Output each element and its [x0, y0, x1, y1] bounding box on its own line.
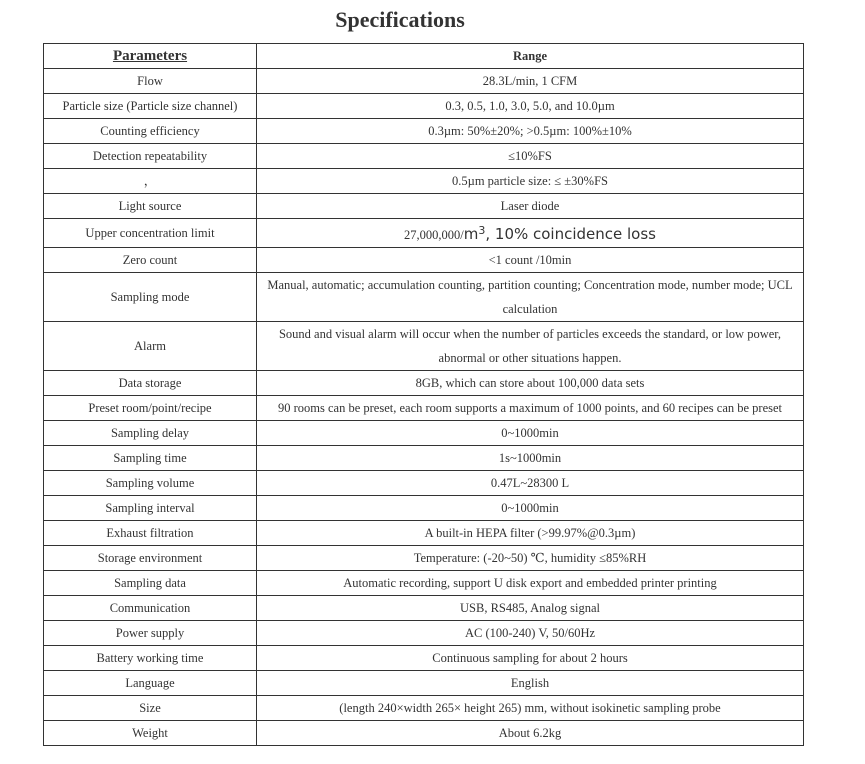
- range-cell: Continuous sampling for about 2 hours: [257, 646, 804, 671]
- range-cell: 0~1000min: [257, 421, 804, 446]
- table-row: [44, 144, 804, 169]
- specifications-table: [43, 43, 804, 746]
- range-cell: ≤10%FS: [257, 144, 804, 169]
- param-cell: Preset room/point/recipe: [44, 396, 257, 421]
- param-cell: Sampling mode: [44, 273, 257, 322]
- range-cell: Sound and visual alarm will occur when the number of particles exceeds the standard, or low power, abnormal or other situations happen.: [257, 322, 804, 371]
- header-range: Range: [257, 44, 804, 69]
- table-row: [44, 421, 804, 446]
- table-row: [44, 248, 804, 273]
- table-row: [44, 194, 804, 219]
- range-cell: <1 count /10min: [257, 248, 804, 273]
- range-value: 27,000,000/: [404, 228, 464, 243]
- table-row: [44, 322, 804, 371]
- range-cell: Laser diode: [257, 194, 804, 219]
- range-cell: Manual, automatic; accumulation counting, partition counting; Concentration mode, number mode; UCL calculation: [257, 273, 804, 322]
- table-row: [44, 94, 804, 119]
- table-row: [44, 69, 804, 94]
- page-title: Specifications: [335, 7, 465, 32]
- range-cell: USB, RS485, Analog signal: [257, 596, 804, 621]
- param-cell: Sampling time: [44, 446, 257, 471]
- table-row: [44, 596, 804, 621]
- table-row: [44, 119, 804, 144]
- unit-text: m: [463, 225, 479, 244]
- param-cell: Alarm: [44, 322, 257, 371]
- range-cell: 28.3L/min, 1 CFM: [257, 69, 804, 94]
- range-cell: Automatic recording, support U disk export and embedded printer printing: [257, 571, 804, 596]
- header-parameters: Parameters: [44, 44, 257, 69]
- param-cell: Counting efficiency: [44, 119, 257, 144]
- param-cell: Language: [44, 671, 257, 696]
- param-cell: Storage environment: [44, 546, 257, 571]
- table-header-row: [44, 44, 804, 69]
- param-cell: Weight: [44, 721, 257, 746]
- table-row: [44, 521, 804, 546]
- param-cell: Sampling interval: [44, 496, 257, 521]
- range-cell: 8GB, which can store about 100,000 data sets: [257, 371, 804, 396]
- param-cell: Flow: [44, 69, 257, 94]
- range-cell: 0~1000min: [257, 496, 804, 521]
- range-cell: A built-in HEPA filter (>99.97%@0.3µm): [257, 521, 804, 546]
- range-cell: 0.3, 0.5, 1.0, 3.0, 5.0, and 10.0µm: [257, 94, 804, 119]
- range-cell: (length 240×width 265× height 265) mm, without isokinetic sampling probe: [257, 696, 804, 721]
- range-cell: [257, 219, 804, 248]
- param-cell: Communication: [44, 596, 257, 621]
- table-row: [44, 219, 804, 248]
- param-cell: Sampling volume: [44, 471, 257, 496]
- range-cell: Temperature: (-20~50) ℃, humidity ≤85%RH: [257, 546, 804, 571]
- table-row: [44, 621, 804, 646]
- table-row: [44, 471, 804, 496]
- table-row: [44, 721, 804, 746]
- param-cell: Light source: [44, 194, 257, 219]
- table-row: [44, 571, 804, 596]
- table-row: [44, 696, 804, 721]
- range-cell: 90 rooms can be preset, each room supports a maximum of 1000 points, and 60 recipes can be preset: [257, 396, 804, 421]
- param-cell: Zero count: [44, 248, 257, 273]
- table-row: [44, 671, 804, 696]
- range-cell: 0.3µm: 50%±20%; >0.5µm: 100%±10%: [257, 119, 804, 144]
- table-row: [44, 646, 804, 671]
- param-cell: Sampling data: [44, 571, 257, 596]
- range-cell: English: [257, 671, 804, 696]
- range-cell: 0.5µm particle size: ≤ ±30%FS: [257, 169, 804, 194]
- param-cell: Battery working time: [44, 646, 257, 671]
- coincidence-text: , 10% coincidence loss: [485, 225, 656, 244]
- param-cell: Exhaust filtration: [44, 521, 257, 546]
- param-cell: Size: [44, 696, 257, 721]
- table-row: [44, 371, 804, 396]
- range-cell: AC (100-240) V, 50/60Hz: [257, 621, 804, 646]
- table-row: [44, 273, 804, 322]
- table-row: [44, 396, 804, 421]
- unit-exponent: 3: [478, 224, 486, 237]
- param-cell: ，: [44, 169, 257, 194]
- table-row: [44, 446, 804, 471]
- table-row: [44, 546, 804, 571]
- param-cell: Detection repeatability: [44, 144, 257, 169]
- range-cell: 0.47L~28300 L: [257, 471, 804, 496]
- param-cell: Power supply: [44, 621, 257, 646]
- param-cell: Upper concentration limit: [44, 219, 257, 248]
- range-cell: About 6.2kg: [257, 721, 804, 746]
- param-cell: Data storage: [44, 371, 257, 396]
- param-cell: Sampling delay: [44, 421, 257, 446]
- table-row: [44, 169, 804, 194]
- param-cell: Particle size (Particle size channel): [44, 94, 257, 119]
- range-cell: 1s~1000min: [257, 446, 804, 471]
- table-row: [44, 496, 804, 521]
